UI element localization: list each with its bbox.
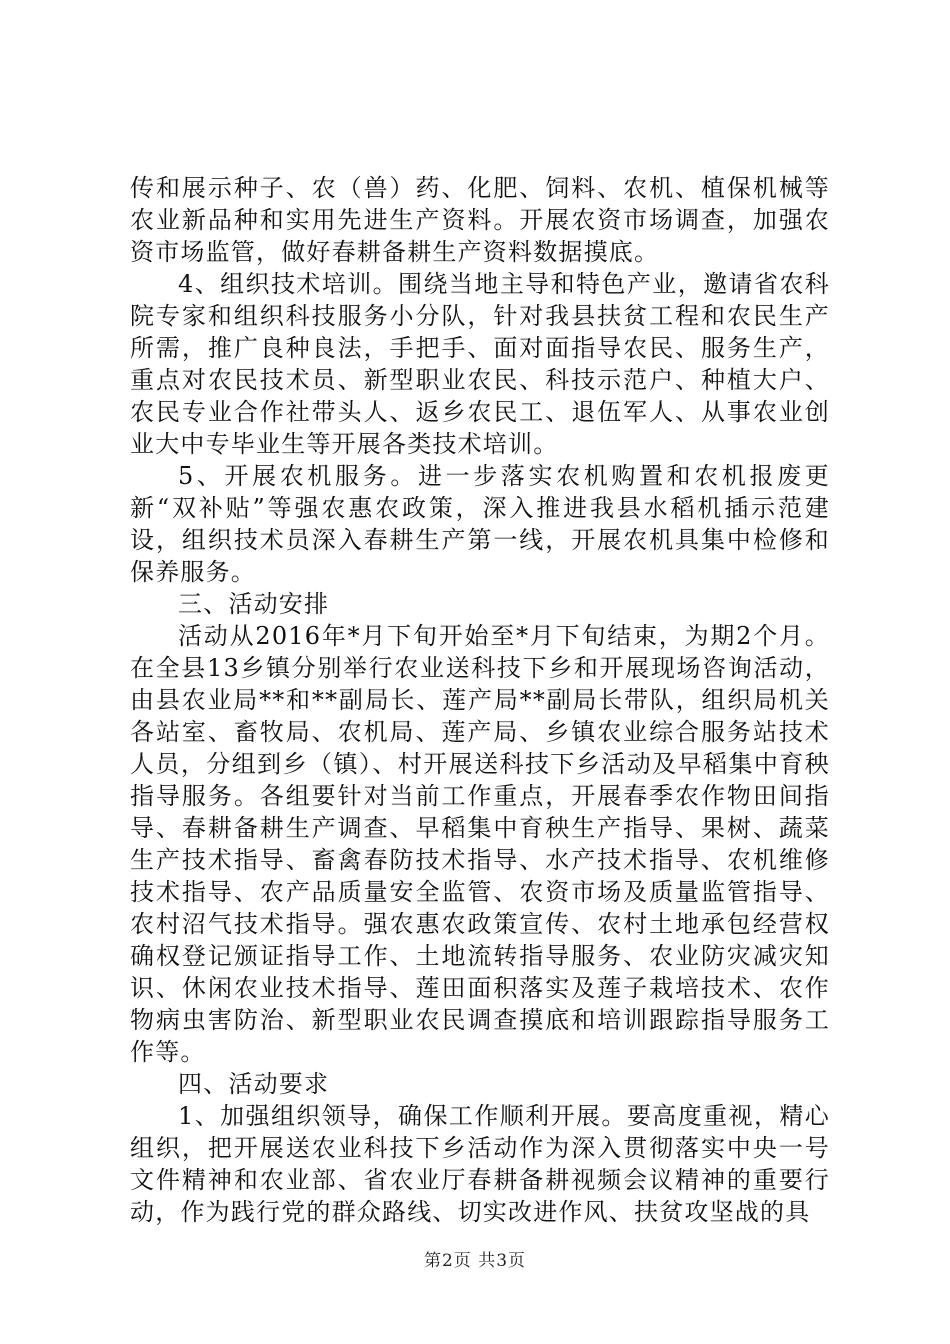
section-heading-requirements: 四、活动要求 bbox=[178, 1070, 330, 1098]
section-heading-arrangement: 三、活动安排 bbox=[178, 590, 330, 618]
paragraph-requirements: 1、加强组织领导，确保工作顺利开展。要高度重视，精心组织，把开展送农业科技下乡活动作为深入贯彻落实中央一号文件精神和农业部、省农业厅春耕备耕视频会议精神的重要行动，作为践行党的群众路线、切实改进作风、扶贫攻坚战的具 bbox=[130, 1102, 830, 1226]
page-footer: 第2页 共3页 bbox=[423, 1251, 527, 1271]
paragraph-arrangement: 活动从2016年*月下旬开始至*月下旬结束，为期2个月。在全县13乡镇分别举行农业送科技下乡和开展现场咨询活动，由县农业局**和**副局长、莲产局**副局长带队，组织局机关各站室、畜牧局、农机局、莲产局、乡镇农业综合服务站技术人员，分组到乡（镇）、村开展送科技下乡活动及早稻集中育秧指导服务。各组要针对当前工作重点，开展春季农作物田间指导、春耕备耕生产调查、早稻集中育秧生产指导、果树、蔬菜生产技术指导、畜禽春防技术指导、水产技术指导、农机维修技术指导、农产品质量安全监管、农资市场及质量监管指导、农村沼气技术指导。强农惠农政策宣传、农村土地承包经营权确权登记颁证指导工作、土地流转指导服务、农业防灾减灾知识、休闲农业技术指导、莲田面积落实及莲子栽培技术、农作物病虫害防治、新型职业农民调查摸底和培训跟踪指导服务工作等。 bbox=[130, 622, 830, 1066]
paragraph-continued: 传和展示种子、农（兽）药、化肥、饲料、农机、植保机械等农业新品种和实用先进生产资料。开展农资市场调查，加强农资市场监管，做好春耕备耕生产资料数据摸底。 bbox=[130, 174, 830, 266]
paragraph-training: 4、组织技术培训。围绕当地主导和特色产业，邀请省农科院专家和组织科技服务小分队，针对我县扶贫工程和农民生产所需，推广良种良法，手把手、面对面指导农民、服务生产，重点对农民技术员、新型职业农民、科技示范户、种植大户、农民专业合作社带头人、返乡农民工、退伍军人、从事农业创业大中专毕业生等开展各类技术培训。 bbox=[130, 270, 830, 458]
paragraph-agri-machinery: 5、开展农机服务。进一步落实农机购置和农机报废更新“双补贴”等强农惠农政策，深入推进我县水稻机插示范建设，组织技术员深入春耕生产第一线，开展农机具集中检修和保养服务。 bbox=[130, 462, 830, 586]
document-body bbox=[130, 172, 830, 1228]
